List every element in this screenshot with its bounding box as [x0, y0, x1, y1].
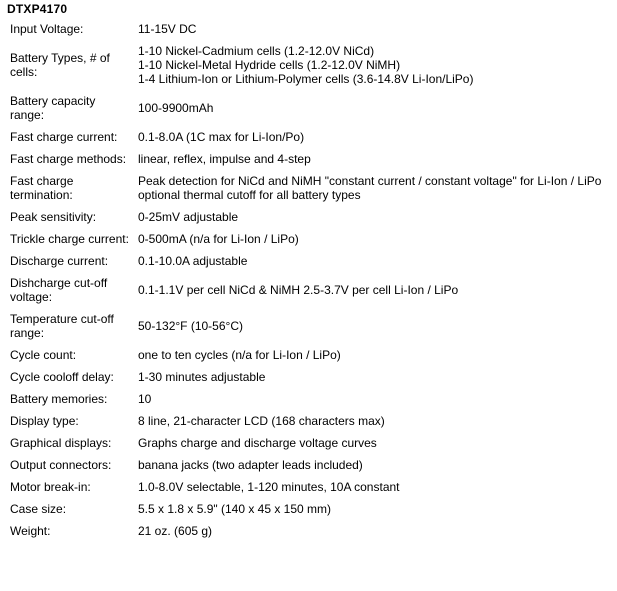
spec-value-line: 0.1-1.1V per cell NiCd & NiMH 2.5-3.7V per cell Li-Ion / LiPo	[138, 283, 459, 297]
spec-value	[135, 228, 612, 250]
spec-label: Output connectors:	[10, 458, 112, 472]
spec-value	[135, 476, 612, 498]
spec-value	[135, 170, 612, 206]
spec-label: Weight:	[10, 524, 51, 538]
spec-value-line: 1-10 Nickel-Metal Hydride cells (1.2-12.0V NiMH)	[138, 58, 401, 72]
spec-table-body	[7, 18, 612, 542]
spec-label: Graphical displays:	[10, 436, 112, 450]
spec-value	[135, 40, 612, 90]
spec-row	[7, 40, 612, 90]
spec-value-line: 0.1-8.0A (1C max for Li-Ion/Po)	[138, 130, 305, 144]
spec-label: Case size:	[10, 502, 67, 516]
spec-value	[135, 250, 612, 272]
spec-value-line: 11-15V DC	[138, 22, 197, 36]
spec-table	[7, 18, 612, 542]
spec-label: Dishcharge cut-off voltage:	[10, 276, 108, 304]
spec-label: Fast charge methods:	[10, 152, 127, 166]
spec-value	[135, 148, 612, 170]
spec-value	[135, 432, 612, 454]
spec-row	[7, 366, 612, 388]
spec-value-line: 50-132°F (10-56°C)	[138, 319, 243, 333]
spec-row	[7, 520, 612, 542]
spec-value-line: Graphs charge and discharge voltage curves	[138, 436, 377, 450]
spec-value-line: 100-9900mAh	[138, 101, 214, 115]
spec-value	[135, 410, 612, 432]
spec-row	[7, 344, 612, 366]
spec-value	[135, 18, 612, 40]
spec-value	[135, 344, 612, 366]
spec-value	[135, 388, 612, 410]
spec-value	[135, 308, 612, 344]
spec-value-line: 0-500mA (n/a for Li-Ion / LiPo)	[138, 232, 299, 246]
spec-label: Battery memories:	[10, 392, 108, 406]
spec-value-line: linear, reflex, impulse and 4-step	[138, 152, 311, 166]
spec-value-line: 1-4 Lithium-Ion or Lithium-Polymer cells (3.6-14.8V Li-Ion/LiPo)	[138, 72, 474, 86]
spec-value	[135, 366, 612, 388]
spec-row	[7, 476, 612, 498]
spec-label: Cycle cooloff delay:	[10, 370, 114, 384]
spec-value	[135, 520, 612, 542]
spec-row	[7, 126, 612, 148]
spec-value	[135, 272, 612, 308]
spec-label: Trickle charge current:	[10, 232, 129, 246]
spec-label: Input Voltage:	[10, 22, 84, 36]
spec-label: Fast charge termination:	[10, 174, 74, 202]
spec-row	[7, 498, 612, 520]
spec-row	[7, 250, 612, 272]
spec-row	[7, 388, 612, 410]
spec-value-line: banana jacks (two adapter leads included)	[138, 458, 363, 472]
spec-label: Display type:	[10, 414, 79, 428]
spec-value-line: 1.0-8.0V selectable, 1-120 minutes, 10A constant	[138, 480, 400, 494]
spec-row	[7, 454, 612, 476]
spec-label: Motor break-in:	[10, 480, 91, 494]
product-title: DTXP4170	[7, 2, 68, 16]
spec-value-line: one to ten cycles (n/a for Li-Ion / LiPo)	[138, 348, 341, 362]
spec-row	[7, 272, 612, 308]
spec-value	[135, 90, 612, 126]
spec-value-line: 0-25mV adjustable	[138, 210, 239, 224]
spec-value-line: 8 line, 21-character LCD (168 characters max)	[138, 414, 385, 428]
spec-value	[135, 126, 612, 148]
spec-value	[135, 454, 612, 476]
spec-row	[7, 90, 612, 126]
spec-value-line: 0.1-10.0A adjustable	[138, 254, 248, 268]
spec-value-line: 5.5 x 1.8 x 5.9" (140 x 45 x 150 mm)	[138, 502, 332, 516]
spec-value-line: 10	[138, 392, 152, 406]
spec-label: Battery capacity range:	[10, 94, 96, 122]
spec-label: Temperature cut-off range:	[10, 312, 114, 340]
spec-label: Peak sensitivity:	[10, 210, 97, 224]
spec-row	[7, 432, 612, 454]
spec-value-line: 1-10 Nickel-Cadmium cells (1.2-12.0V NiCd)	[138, 44, 375, 58]
spec-label: Battery Types, # of cells:	[10, 51, 110, 79]
spec-value-line: Peak detection for NiCd and NiMH "constant current / constant voltage" for Li-Ion / LiPo optional thermal cutoff for all battery types	[138, 174, 602, 202]
spec-row	[7, 308, 612, 344]
spec-value	[135, 498, 612, 520]
spec-row	[7, 170, 612, 206]
spec-label: Discharge current:	[10, 254, 109, 268]
spec-row	[7, 206, 612, 228]
spec-row	[7, 148, 612, 170]
spec-value	[135, 206, 612, 228]
spec-row	[7, 228, 612, 250]
spec-row	[7, 410, 612, 432]
spec-row	[7, 18, 612, 40]
spec-value-line: 21 oz. (605 g)	[138, 524, 213, 538]
spec-label: Fast charge current:	[10, 130, 118, 144]
spec-value-line: 1-30 minutes adjustable	[138, 370, 266, 384]
spec-label: Cycle count:	[10, 348, 77, 362]
